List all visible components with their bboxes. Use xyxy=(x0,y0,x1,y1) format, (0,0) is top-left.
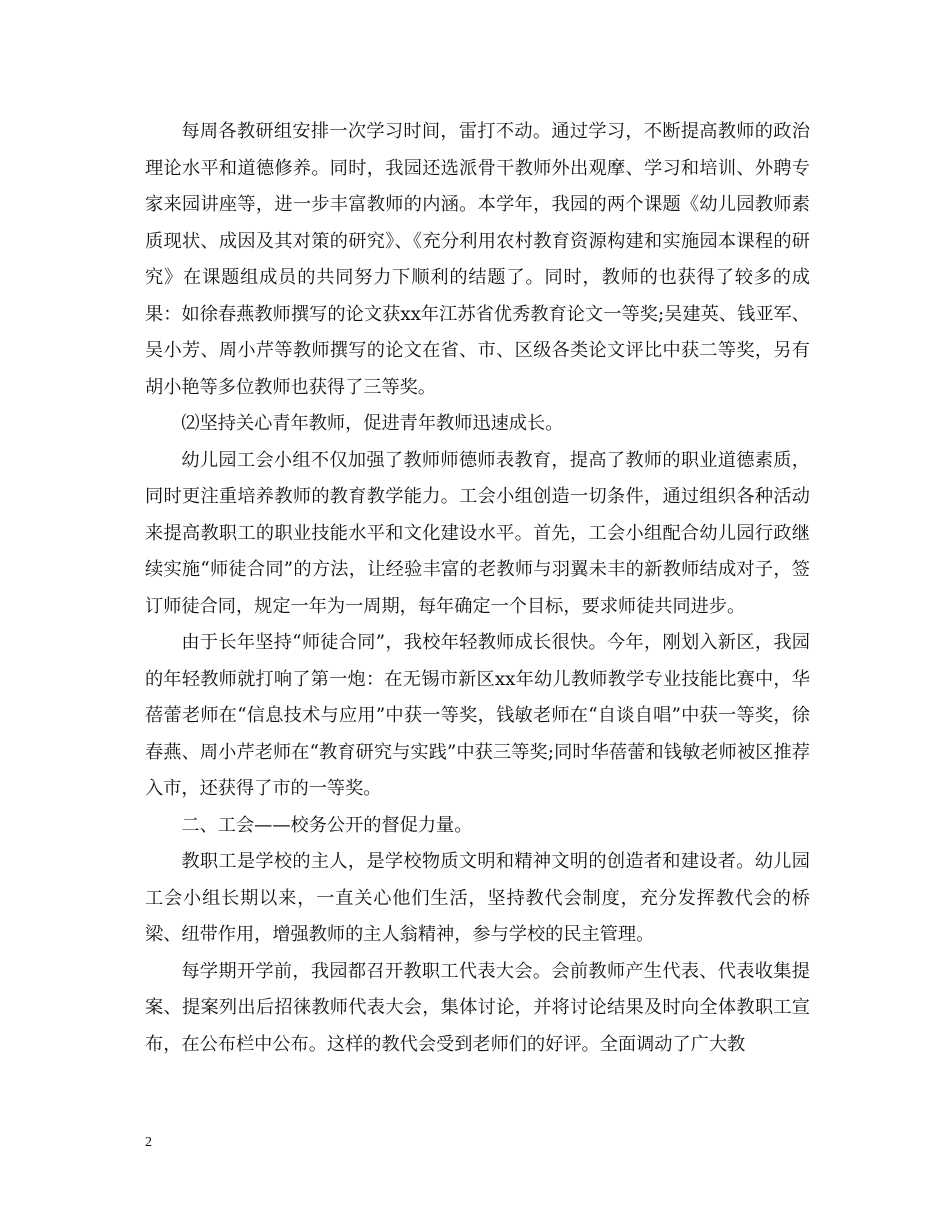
page-number: 2 xyxy=(145,1135,152,1150)
paragraph-young-teachers-heading: ⑵坚持关心青年教师，促进青年教师迅速成长。 xyxy=(181,413,564,434)
section-heading-union-oversight: 二、工会——校务公开的督促力量。 xyxy=(181,814,473,836)
paragraph-study-time: 每周各教研组安排一次学习时间，雷打不动。通过学习，不断提高教师的政治理论水平和道德修养。同时，我园还选派骨干教师外出观摩、学习和培训、外聘专家来园讲座等，进一步丰富教师的内涵。本学年，我园的两个课题《幼儿园教师素质现状、成因及其对策的研究》、《充分利用农村教育资源构建和实施园本课程的研究》在课题组成员的共同努力下顺利的结题了。同时，教师的也获得了较多的成果：如徐春燕教师撰写的论文获xx年江苏省优秀教育论文一等奖;吴建英、钱亚军、吴小芳、周小芹等教师撰写的论文在省、市、区级各类论文评比中获二等奖，另有胡小艳等多位教师也获得了三等奖。 xyxy=(145,121,810,398)
paragraph-union-group: 幼儿园工会小组不仅加强了教师师德师表教育，提高了教师的职业道德素质，同时更注重培养教师的教育教学能力。工会小组创造一切条件，通过组织各种活动来提高教职工的职业技能水平和文化建设水平。首先，工会小组配合幼儿园行政继续实施“师徒合同”的方法，让经验丰富的老教师与羽翼未丰的新教师结成对子，签订师徒合同，规定一年为一周期，每年确定一个目标，要求师徒共同进步。 xyxy=(145,449,810,617)
paragraph-mentorship-results: 由于长年坚持“师徒合同”，我校年轻教师成长很快。今年，刚划入新区，我园的年轻教师就打响了第一炮：在无锡市新区xx年幼儿教师教学专业技能比赛中，华蓓蕾老师在“信息技术与应用”中获一等奖，钱敏老师在“自谈自唱”中获一等奖，徐春燕、周小芹老师在“教育研究与实践”中获三等奖;同时华蓓蕾和钱敏老师被区推荐入市，还获得了市的一等奖。 xyxy=(145,632,810,799)
document-body xyxy=(145,114,810,1063)
paragraph-staff-masters: 教职工是学校的主人，是学校物质文明和精神文明的创造者和建设者。幼儿园工会小组长期以来，一直关心他们生活，坚持教代会制度，充分发挥教代会的桥梁、纽带作用，增强教师的主人翁精神，参与学校的民主管理。 xyxy=(145,851,810,945)
paragraph-staff-congress: 每学期开学前，我园都召开教职工代表大会。会前教师产生代表、代表收集提案、提案列出后招徕教师代表大会，集体讨论，并将讨论结果及时向全体教职工宣布，在公布栏中公布。这样的教代会受到老师们的好评。全面调动了广大教 xyxy=(145,960,810,1055)
